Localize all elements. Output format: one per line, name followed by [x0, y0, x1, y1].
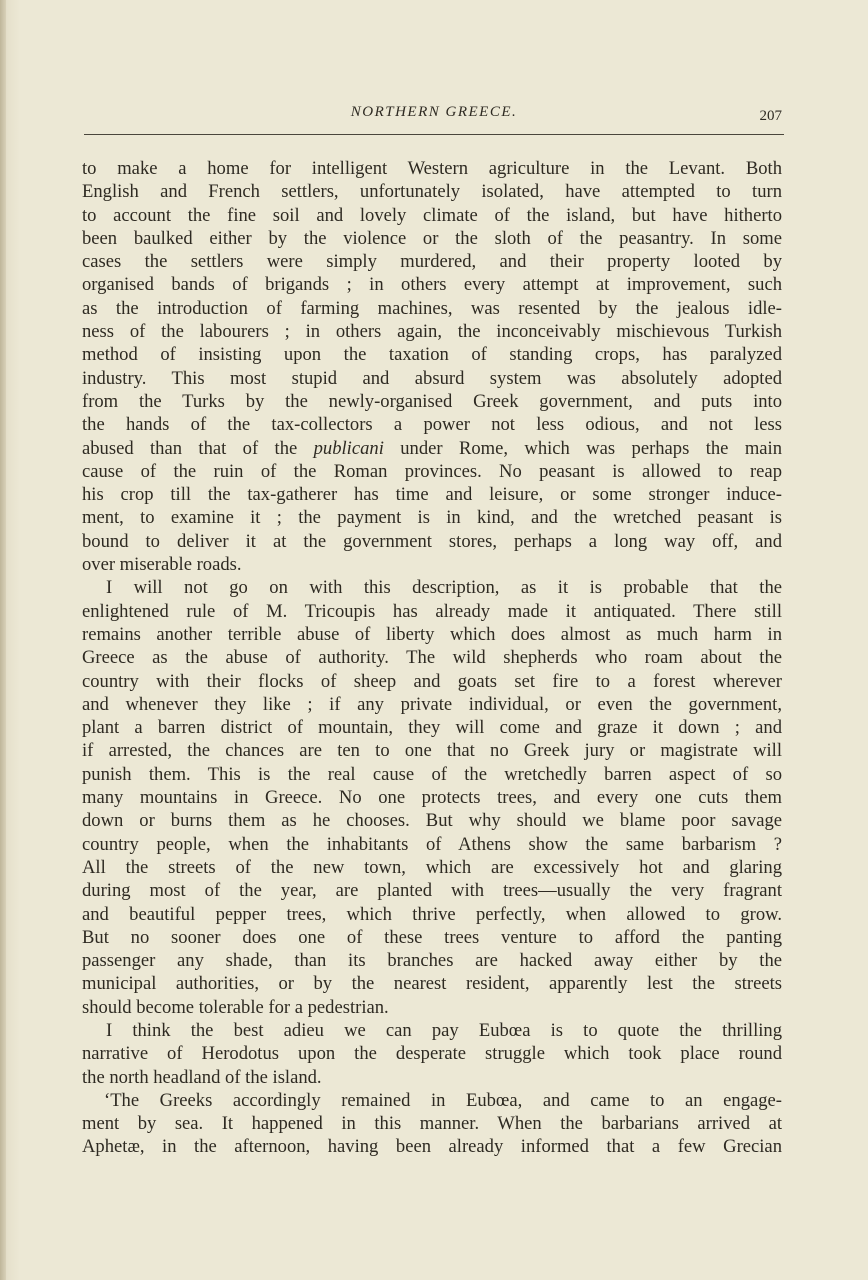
text-line-paragraph-end: the north headland of the island.: [82, 1066, 322, 1088]
text-line: during most of the year, are planted with trees—usually the very fragrant: [82, 880, 782, 902]
page-binding-edge: [0, 0, 6, 1280]
text-line: ness of the labourers ; in others again, the inconceivably mischievous Turkish: [82, 321, 782, 343]
text-line: country people, when the inhabitants of Athens show the same barbarism ?: [82, 833, 782, 855]
text-line-italic: abused than that of the publicani under Rome, which was perhaps the main: [82, 437, 782, 459]
text-line: down or burns them as he chooses. But why should we blame poor savage: [82, 810, 782, 832]
text-line: to account the fine soil and lovely climate of the island, but have hitherto: [82, 204, 782, 226]
text-line: But no sooner does one of these trees venture to afford the panting: [82, 926, 782, 948]
text-line: from the Turks by the newly-organised Greek government, and puts into: [82, 390, 782, 412]
text-line: to make a home for intelligent Western agriculture in the Levant. Both: [82, 158, 782, 179]
text-line: ment by sea. It happened in this manner. When the barbarians arrived at: [82, 1113, 782, 1135]
text-line: Greece as the abuse of authority. The wild shepherds who roam about the: [82, 647, 782, 669]
text-line: many mountains in Greece. No one protects trees, and every one cuts them: [82, 787, 782, 809]
text-line: All the streets of the new town, which are excessively hot and glaring: [82, 856, 782, 878]
text-line: as the introduction of farming machines, was resented by the jealous idle-: [82, 297, 782, 319]
text-line: and beautiful pepper trees, which thrive perfectly, when allowed to grow.: [82, 903, 782, 925]
text-line: if arrested, the chances are ten to one that no Greek jury or magistrate will: [82, 740, 782, 762]
text-line-paragraph-start: I will not go on with this description, as it is probable that the: [106, 577, 782, 599]
text-line: municipal authorities, or by the nearest resident, apparently lest the streets: [82, 973, 782, 995]
text-line: country with their flocks of sheep and goats set fire to a forest wherever: [82, 670, 782, 692]
text-line: Aphetæ, in the afternoon, having been already informed that a few Grecian: [82, 1136, 782, 1158]
text-line: plant a barren district of mountain, they will come and graze it down ; and: [82, 717, 782, 739]
text-line: and whenever they like ; if any private individual, or even the government,: [82, 693, 782, 715]
text-line: passenger any shade, than its branches are hacked away either by the: [82, 950, 782, 972]
running-head: NORTHERN GREECE.: [350, 104, 518, 120]
text-line: cause of the ruin of the Roman provinces. No peasant is allowed to reap: [82, 460, 782, 482]
text-line: his crop till the tax-gatherer has time and leisure, or some stronger induce-: [82, 484, 782, 506]
page-header: [84, 104, 784, 132]
text-line-paragraph-end: should become tolerable for a pedestrian.: [82, 996, 389, 1018]
text-line-paragraph-end: over miserable roads.: [82, 554, 242, 576]
text-line: ment, to examine it ; the payment is in kind, and the wretched peasant is: [82, 507, 782, 529]
text-line: English and French settlers, unfortunately isolated, have attempted to turn: [82, 181, 782, 203]
text-line-paragraph-start: I think the best adieu we can pay Eubœa is to quote the thrilling: [106, 1019, 782, 1041]
text-line: organised bands of brigands ; in others every attempt at improvement, such: [82, 274, 782, 296]
italic-term: publicani: [313, 437, 384, 459]
text-line: enlightened rule of M. Tricoupis has already made it antiquated. There still: [82, 600, 782, 622]
text-line: been baulked either by the violence or the sloth of the peasantry. In some: [82, 227, 782, 249]
text-line: remains another terrible abuse of liberty which does almost as much harm in: [82, 623, 782, 645]
text-line: bound to deliver it at the government stores, perhaps a long way off, and: [82, 530, 782, 552]
text-line: narrative of Herodotus upon the desperate struggle which took place round: [82, 1043, 782, 1065]
text-line: method of insisting upon the taxation of standing crops, has paralyzed: [82, 344, 782, 366]
text-line: the hands of the tax-collectors a power not less odious, and not less: [82, 414, 782, 436]
text-line: punish them. This is the real cause of the wretchedly barren aspect of so: [82, 763, 782, 785]
page-number: 207: [759, 108, 782, 124]
header-rule: [84, 134, 784, 135]
text-line-paragraph-start: ‘The Greeks accordingly remained in Eubœa, and came to an engage-: [104, 1089, 782, 1111]
text-line: cases the settlers were simply murdered, and their property looted by: [82, 251, 782, 273]
text-line: industry. This most stupid and absurd system was absolutely adopted: [82, 367, 782, 389]
body-text: [82, 157, 782, 1159]
